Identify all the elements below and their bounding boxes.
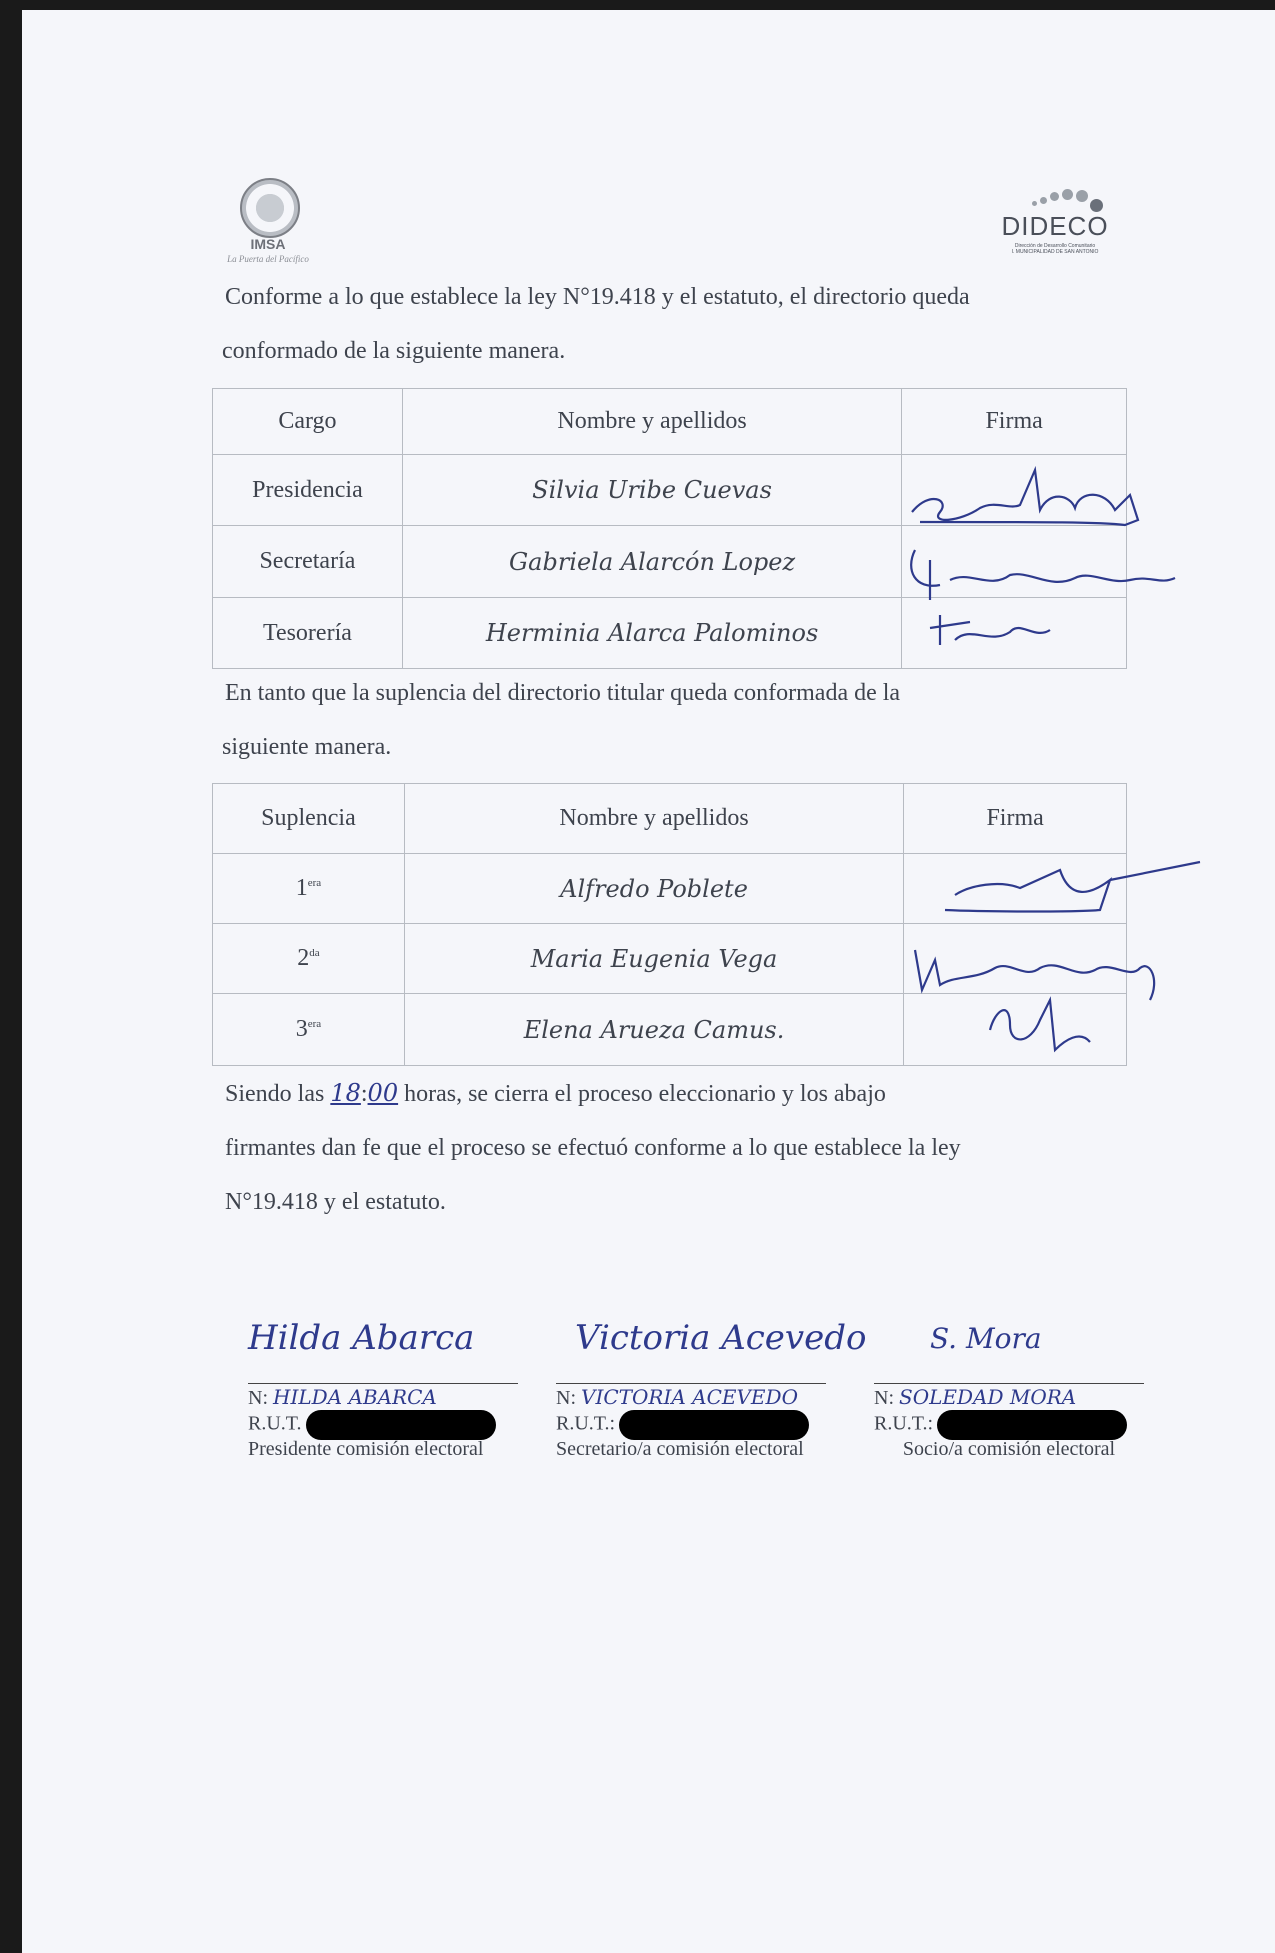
rut-label: R.U.T.: [874, 1412, 934, 1435]
cargo-cell: Tesorería [213, 598, 403, 669]
closing-hour: 18 [330, 1079, 361, 1107]
cargo-cell: Secretaría [213, 526, 403, 598]
signer-name: VICTORIA ACEVEDO [581, 1385, 798, 1409]
dideco-logo [990, 185, 1120, 265]
nombre-cell: Alfredo Poblete [404, 854, 903, 924]
imsa-logo-name: IMSA [250, 236, 286, 252]
signer-name: HILDA ABARCA [273, 1385, 437, 1409]
name-label: N: [874, 1387, 894, 1409]
intro-paragraph [222, 270, 1115, 378]
closing-text-start: Siendo las [225, 1081, 325, 1107]
header-firma: Firma [904, 784, 1127, 854]
ordinal-suffix: era [307, 1018, 322, 1030]
closing-text-end: horas, se cierra el proceso eleccionario y los abajo [404, 1081, 886, 1107]
nombre-cell: Elena Arueza Camus. [404, 994, 903, 1066]
suplencia-number-cell [213, 994, 405, 1066]
dideco-logo-subtitle [990, 243, 1120, 255]
rut-label: R.U.T. [248, 1412, 302, 1435]
dideco-subtitle-1: Dirección de Desarrollo Comunitario [1014, 243, 1096, 249]
nombre-cell: Herminia Alarca Palominos [402, 598, 901, 669]
header-firma: Firma [902, 389, 1127, 455]
name-row [248, 1384, 518, 1410]
role-row: Presidente comisión electoral [248, 1438, 484, 1460]
role-row: Secretario/a comisión electoral [556, 1438, 804, 1460]
suplencia-firma-scribbles [900, 850, 1210, 1090]
dideco-logo-name: DIDECO [1001, 211, 1109, 241]
table-header-row [213, 784, 1127, 854]
signature-2-handwriting: Victoria Acevedo [575, 1318, 867, 1358]
ordinal-suffix: da [309, 947, 320, 959]
signer-name: SOLEDAD MORA [899, 1385, 1077, 1409]
header-cargo: Cargo [213, 389, 403, 455]
signature-1-handwriting: Hilda Abarca [248, 1318, 475, 1358]
name-label: N: [556, 1387, 576, 1409]
dideco-subtitle-2: I. MUNICIPALIDAD DE SAN ANTONIO [1011, 249, 1099, 255]
ordinal-number: 2 [297, 945, 310, 971]
closing-line-2: firmantes dan fe que el proceso se efectuó conforme a lo que establece la ley [225, 1135, 961, 1161]
nombre-cell: Gabriela Alarcón Lopez [402, 526, 901, 598]
name-row [874, 1384, 1144, 1410]
closing-time-separator: : [360, 1081, 368, 1107]
signature-block-presidente [248, 1383, 518, 1462]
suplencia-paragraph [222, 666, 1115, 774]
name-row [556, 1384, 826, 1410]
signature-block-secretario [556, 1383, 826, 1462]
suplencia-line-1: En tanto que la suplencia del directorio titular queda conformada de la [225, 680, 901, 706]
closing-paragraph [225, 1066, 1115, 1229]
role-row: Socio/a comisión electoral [902, 1438, 1116, 1460]
imsa-logo [208, 178, 328, 274]
ordinal-suffix: era [307, 877, 322, 889]
header-suplencia: Suplencia [213, 784, 405, 854]
name-label: N: [248, 1387, 268, 1409]
dideco-dots-icon [1030, 185, 1110, 209]
suplencia-number-cell [213, 854, 405, 924]
firma-scribbles [900, 450, 1200, 670]
rut-row [874, 1410, 1144, 1436]
table-header-row [213, 389, 1127, 455]
closing-line-3: N°19.418 y el estatuto. [225, 1189, 446, 1215]
ordinal-number: 1 [295, 875, 308, 901]
intro-line-2: conformado de la siguiente manera. [222, 338, 566, 364]
intro-line-1: Conforme a lo que establece la ley N°19.418 y el estatuto, el directorio queda [225, 284, 970, 310]
nombre-cell: Maria Eugenia Vega [404, 924, 903, 994]
header-nombre: Nombre y apellidos [402, 389, 901, 455]
rut-label: R.U.T.: [556, 1412, 616, 1435]
municipal-seal-icon [240, 178, 300, 238]
rut-row [556, 1410, 826, 1436]
ordinal-number: 3 [295, 1016, 308, 1042]
rut-row [248, 1410, 518, 1436]
suplencia-line-2: siguiente manera. [222, 734, 392, 760]
signature-block-socio [874, 1383, 1144, 1462]
cargo-cell: Presidencia [213, 455, 403, 526]
closing-minutes: 00 [367, 1079, 399, 1107]
header-nombre: Nombre y apellidos [404, 784, 903, 854]
imsa-logo-tagline: La Puerta del Pacífico [227, 254, 309, 264]
signature-3-handwriting: S. Mora [930, 1322, 1042, 1355]
suplencia-number-cell [213, 924, 405, 994]
nombre-cell: Silvia Uribe Cuevas [402, 455, 901, 526]
closing-line-1 [225, 1066, 1115, 1121]
